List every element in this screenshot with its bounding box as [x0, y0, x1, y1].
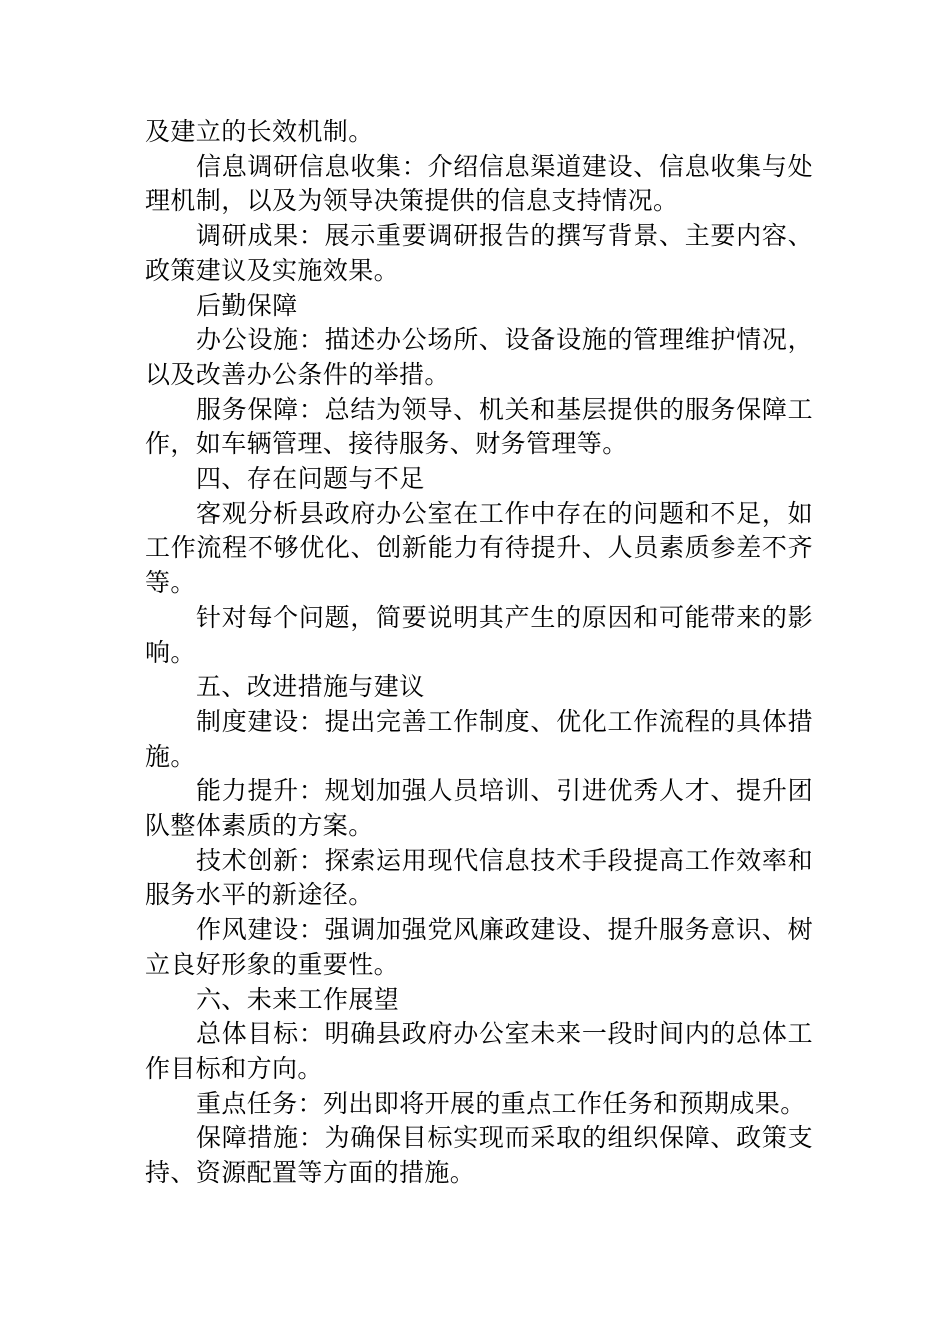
heading-section-five: 五、改进措施与建议 — [196, 672, 425, 702]
paragraph-safeguard-measures: 保障措施：为确保目标实现而采取的组织保障、政策支持、资源配置等方面的措施。 — [145, 1123, 813, 1188]
paragraph-office-facilities: 办公设施：描述办公场所、设备设施的管理维护情况，以及改善办公条件的举措。 — [145, 325, 813, 389]
heading-section-six: 六、未来工作展望 — [196, 984, 400, 1014]
paragraph-info-collection: 信息调研信息收集：介绍信息渠道建设、信息收集与处理机制，以及为领导决策提供的信息支持情况。 — [145, 151, 813, 216]
paragraph-work-style: 作风建设：强调加强党风廉政建设、提升服务意识、树立良好形象的重要性。 — [145, 915, 813, 979]
paragraph-research-results: 调研成果：展示重要调研报告的撰写背景、主要内容、政策建议及实施效果。 — [145, 221, 813, 285]
paragraph-problem-causes: 针对每个问题，简要说明其产生的原因和可能带来的影响。 — [145, 602, 813, 667]
paragraph-tech-innovation: 技术创新：探索运用现代信息技术手段提高工作效率和服务水平的新途径。 — [145, 845, 813, 910]
heading-logistics: 后勤保障 — [196, 290, 298, 320]
paragraph-problems-analysis: 客观分析县政府办公室在工作中存在的问题和不足，如工作流程不够优化、创新能力有待提升、人员素质参差不齐等。 — [145, 498, 813, 598]
paragraph-service-support: 服务保障：总结为领导、机关和基层提供的服务保障工作，如车辆管理、接待服务、财务管理等。 — [145, 394, 813, 459]
heading-section-four: 四、存在问题与不足 — [196, 464, 425, 494]
paragraph-capacity-building: 能力提升：规划加强人员培训、引进优秀人才、提升团队整体素质的方案。 — [145, 776, 813, 841]
paragraph-continuation: 及建立的长效机制。 — [145, 117, 374, 146]
paragraph-overall-goal: 总体目标：明确县政府办公室未来一段时间内的总体工作目标和方向。 — [145, 1019, 813, 1083]
document-body — [145, 115, 813, 1191]
paragraph-system-building: 制度建设：提出完善工作制度、优化工作流程的具体措施。 — [145, 706, 813, 771]
paragraph-key-tasks: 重点任务：列出即将开展的重点工作任务和预期成果。 — [196, 1088, 806, 1118]
